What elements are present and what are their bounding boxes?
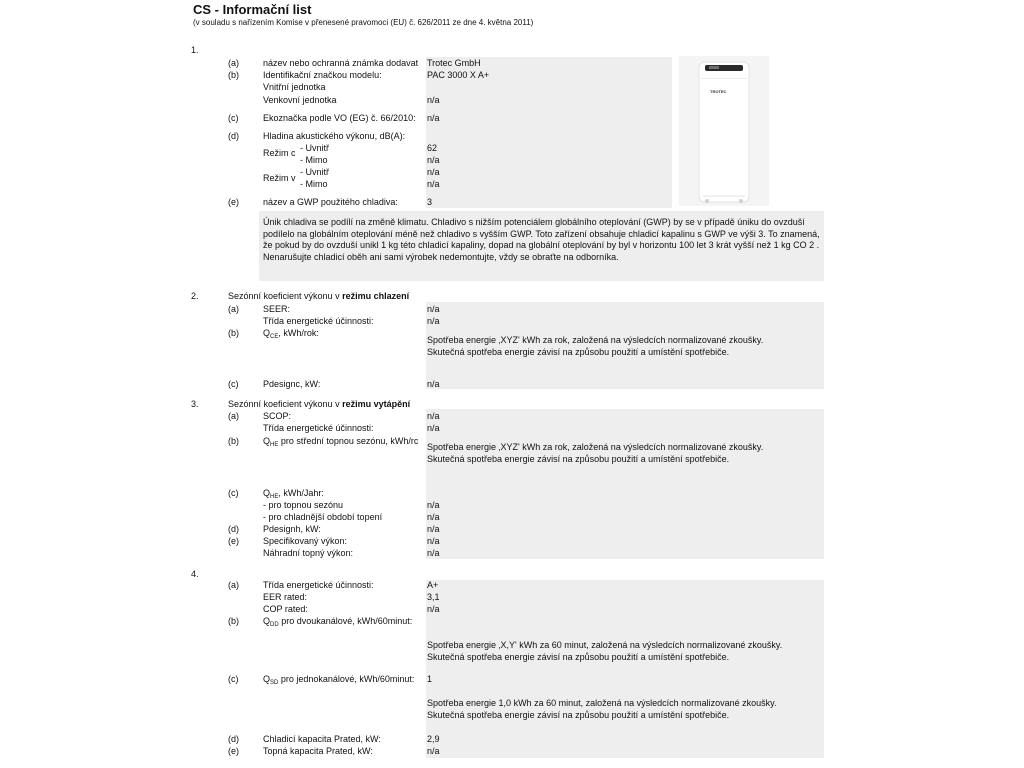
cooling-capacity-value: 2,9 <box>427 734 440 744</box>
s1-d-letter: (d) <box>228 131 239 141</box>
qdd-label: $Q_{DD}$ pro dvoukanálové, kWh/60minut: <box>263 616 413 628</box>
heating-capacity-value: n/a <box>427 746 440 756</box>
mode-c-label: Režim c <box>263 148 296 158</box>
heating-season-label: - pro topnou sezónu <box>263 500 344 510</box>
s4-class-value: A+ <box>427 580 439 590</box>
s4-b-letter: (b) <box>228 616 239 626</box>
qhe-label: $Q_{HE}$ pro střední topnou sezónu, kWh/rc <box>263 436 419 446</box>
scop-label: SCOP: <box>263 411 292 421</box>
cooling-capacity-label: Chladicí kapacita Prated, kW: <box>263 734 381 744</box>
qsd-value: Spotřeba energie 1,0 kWh za 60 minut, založená na výsledcích normalizované zkoušky. Skutečná spotřeba energie závisí na způsobu použití a umístění spotřebiče. <box>427 698 777 720</box>
s4-c-letter: (c) <box>228 674 239 684</box>
s2-c-letter: (c) <box>228 379 239 389</box>
pdesignh-label: Pdesignh, kW: <box>263 524 321 534</box>
s2-heading: Sezónní koeficient výkonu v režimu chlazení <box>228 291 410 301</box>
qce-value: Spotřeba energie ‚XYZ' kWh za rok, založená na výsledcích normalizované zkoušky. Skutečná spotřeba energie závisí na způsobu použití a umístění spotřebiče. <box>427 335 764 357</box>
backup-heating-value: n/a <box>427 548 440 558</box>
s3-class-label: Třída energetické účinnosti: <box>263 423 374 433</box>
qce-label: $Q_{CE}$, kWh/rok: <box>263 328 319 340</box>
section-3-number: 3. <box>191 399 199 409</box>
s1-e-letter: (e) <box>228 197 239 207</box>
outdoor-unit-value: n/a <box>427 95 440 105</box>
s2-class-value: n/a <box>427 316 440 326</box>
outdoor-unit-label: Venkovní jednotka <box>263 95 337 105</box>
pdesignc-value: n/a <box>427 379 440 389</box>
section-2-number: 2. <box>191 291 199 301</box>
regulation-subtitle: (v souladu s nařízením Komise v přenesené pravomoci (EU) č. 626/2011 ze dne 4. května 2011) <box>193 18 534 27</box>
s4-value-shade <box>426 580 824 758</box>
qsd-short-value: 1 <box>427 674 433 684</box>
refrigerant-note: Únik chladiva se podílí na změně klimatu. Chladivo s nižším potenciálem globálního oteplování (GWP) by se v případě úniku do ovzduší podílelo na globálním oteplování méně než chladivo s vyšším GWP. Toto zařízení obsahuje chladicí kapalinu s GWP ve výši 3. To znamená, že pokud by do ovzduší unikl 1 kg této chladicí kapaliny, dopad na globální oteplování by byl v horizontu 100 let 3 krát vyšší než 1 kg CO 2 . Nenarušujte chladicí oběh ani sami výrobek nedemontujte, vždy se obraťte na odborníka. <box>263 217 820 262</box>
mode-c-outside-value: n/a <box>427 155 440 165</box>
qhe-value: Spotřeba energie ‚XYZ' kWh za rok, založená na výsledcích normalizované zkoušky. Skutečná spotřeba energie závisí na způsobu použití a umístění spotřebiče. <box>427 442 764 464</box>
section-1-number: 1. <box>191 45 199 55</box>
specified-output-value: n/a <box>427 536 440 546</box>
qsd-label: $Q_{SD}$ pro jednokanálové, kWh/60minut: <box>263 674 415 686</box>
heating-season-value: n/a <box>427 500 440 510</box>
s2-b-letter: (b) <box>228 328 239 338</box>
s2-a-letter: (a) <box>228 304 239 314</box>
s4-a-letter: (a) <box>228 580 239 590</box>
seer-label: SEER: <box>263 304 291 314</box>
ecolabel-label: Ekoznačka podle VO (EG) č. 66/2010: <box>263 113 416 123</box>
eer-rated-value: 3,1 <box>427 592 440 602</box>
heating-capacity-label: Topná kapacita Prated, kW: <box>263 746 373 756</box>
mode-v-outside-value: n/a <box>427 179 440 189</box>
s3-a-letter: (a) <box>228 411 239 421</box>
s4-d-letter: (d) <box>228 734 239 744</box>
product-brand: TROTEC <box>710 89 727 94</box>
section-4-number: 4. <box>191 569 199 579</box>
mode-v-inside-label: - Uvnitř <box>300 167 329 177</box>
s3-value-shade <box>426 409 824 559</box>
s3-class-value: n/a <box>427 423 440 433</box>
backup-heating-label: Náhradní topný výkon: <box>263 548 354 558</box>
product-image <box>679 56 769 206</box>
s3-b-letter: (b) <box>228 436 239 446</box>
colder-season-value: n/a <box>427 512 440 522</box>
eer-rated-label: EER rated: <box>263 592 308 602</box>
qhe-year-label: $Q_{HE}$, kWh/Jahr: <box>263 488 324 500</box>
s2-class-label: Třída energetické účinnosti: <box>263 316 374 326</box>
mode-v-outside-label: - Mimo <box>300 179 328 189</box>
s3-e-letter: (e) <box>228 536 239 546</box>
cop-rated-value: n/a <box>427 604 440 614</box>
s4-class-label: Třída energetické účinnosti: <box>263 580 374 590</box>
mode-c-inside-label: - Uvnitř <box>300 143 329 153</box>
pdesignc-label: Pdesignc, kW: <box>263 379 321 389</box>
indoor-unit-label: Vnitřní jednotka <box>263 82 326 92</box>
specified-output-label: Specifikovaný výkon: <box>263 536 348 546</box>
colder-season-label: - pro chladnější období topení <box>263 512 383 522</box>
ecolabel-value: n/a <box>427 113 440 123</box>
model-label: Identifikační značkou modelu: <box>263 70 382 80</box>
sound-power-label: Hladina akustického výkonu, dB(A): <box>263 131 406 141</box>
scop-value: n/a <box>427 411 440 421</box>
supplier-label: název nebo ochranná známka dodavat <box>263 58 419 68</box>
s1-b-letter: (b) <box>228 70 239 80</box>
s4-e-letter: (e) <box>228 746 239 756</box>
pdesignh-value: n/a <box>427 524 440 534</box>
mode-v-label: Režim v <box>263 173 296 183</box>
refrigerant-label: název a GWP použitého chladiva: <box>263 197 398 207</box>
model-value: PAC 3000 X A+ <box>427 70 490 80</box>
supplier-value: Trotec GmbH <box>427 58 481 68</box>
mode-c-outside-label: - Mimo <box>300 155 328 165</box>
s3-heading: Sezónní koeficient výkonu v režimu vytápění <box>228 399 411 409</box>
s1-c-letter: (c) <box>228 113 239 123</box>
seer-value: n/a <box>427 304 440 314</box>
qdd-value: Spotřeba energie ‚X,Y' kWh za 60 minut, založená na výsledcích normalizované zkoušky. Skutečná spotřeba energie závisí na způsobu použití a umístění spotřebiče. <box>427 640 783 662</box>
mode-c-inside-value: 62 <box>427 143 438 153</box>
mode-v-inside-value: n/a <box>427 167 440 177</box>
s3-c-letter: (c) <box>228 488 239 498</box>
cop-rated-label: COP rated: <box>263 604 308 614</box>
refrigerant-value: 3 <box>427 197 433 207</box>
page-title: CS - Informační list <box>193 2 312 17</box>
s3-d-letter: (d) <box>228 524 239 534</box>
s1-a-letter: (a) <box>228 58 239 68</box>
